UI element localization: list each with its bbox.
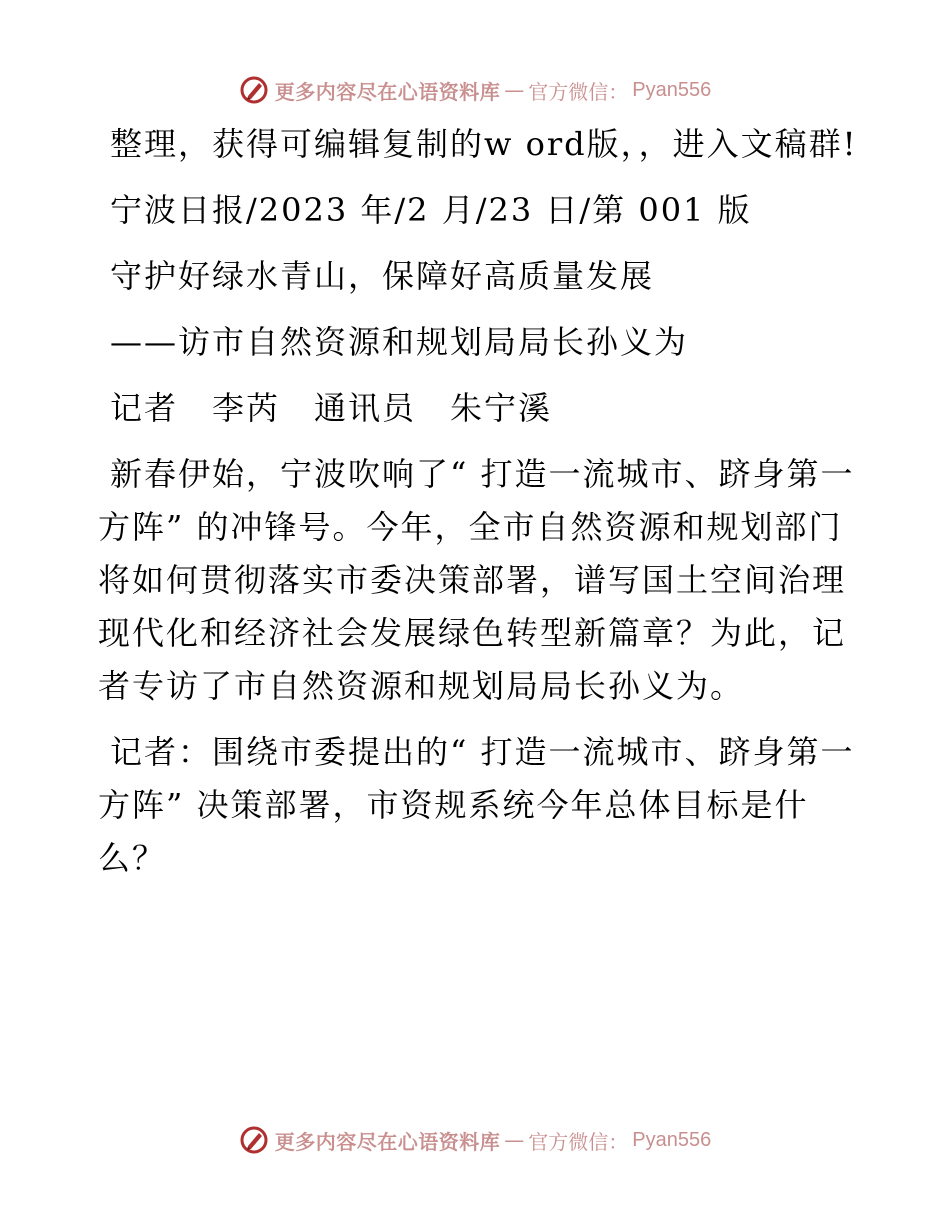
footer-wechat-label: 官方微信：	[528, 1129, 629, 1154]
footer-banner	[0, 1122, 950, 1158]
header-site-text: 更多内容尽在心语资料库	[274, 79, 501, 104]
pen-circle-logo-icon	[239, 1125, 269, 1155]
byline: 记者 李芮 通讯员 朱宁溪	[110, 389, 553, 427]
footer-dash: —	[504, 1128, 525, 1152]
intro-paragraph: 整理，获得可编辑复制的w ord版，，进入文稿群!	[110, 125, 858, 163]
source-line: 宁波日报/2023 年/2 月/23 日/第 001 版	[110, 191, 752, 229]
footer-site-text: 更多内容尽在心语资料库	[274, 1129, 501, 1154]
header-dash: —	[504, 78, 525, 102]
pen-circle-logo-icon	[239, 75, 269, 105]
article-body	[98, 118, 858, 898]
header-wechat-label: 官方微信：	[528, 79, 629, 104]
lead-paragraph: 新春伊始，宁波吹响了“ 打造一流城市、跻身第一方阵” 的冲锋号。今年，全市自然资源和规划部门将如何贯彻落实市委决策部署，谱写国土空间治理现代化和经济社会发展绿色转型新篇章？为此，记者专访了市自然资源和规划局局长孙义为。	[98, 455, 855, 705]
header-banner	[0, 72, 950, 108]
question-paragraph: 记者：围绕市委提出的“ 打造一流城市、跻身第一方阵” 决策部署，市资规系统今年总体目标是什么？	[98, 733, 855, 877]
footer-wechat-id: Pyan556	[632, 1128, 712, 1151]
article-title: 守护好绿水青山，保障好高质量发展	[110, 257, 655, 295]
header-wechat-id: Pyan556	[632, 78, 712, 101]
article-subtitle: ——访市自然资源和规划局局长孙义为	[110, 323, 689, 361]
